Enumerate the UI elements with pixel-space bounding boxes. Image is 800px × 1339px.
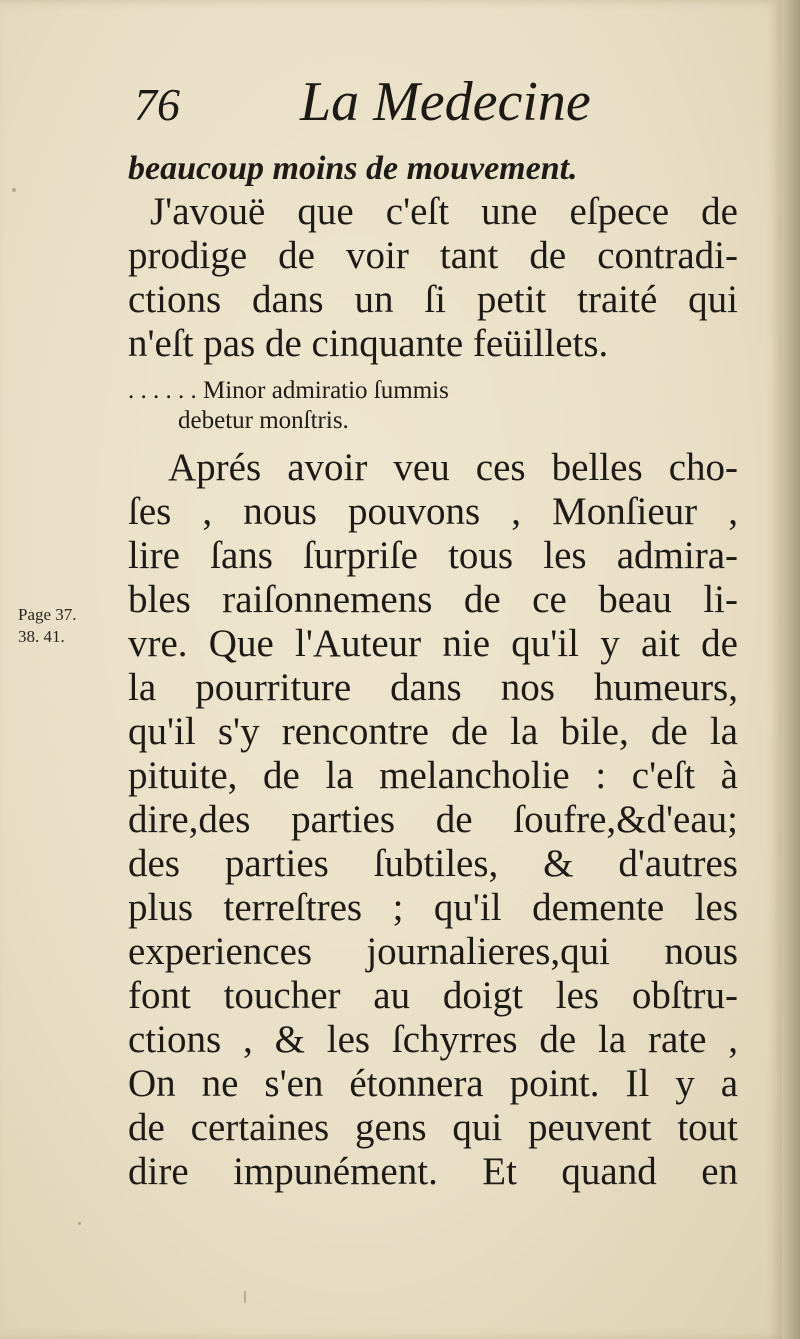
text-line: beaucoup moins de mouvement. — [128, 150, 578, 187]
text-line: ctions dans un ſi petit traité qui — [128, 278, 738, 321]
text-line: On ne s'en étonnera point. Il y a — [128, 1062, 738, 1105]
margin-note — [18, 604, 77, 648]
latin-quote-line: . . . . . . Minor admiratio ſummis — [128, 377, 449, 404]
text-line: dire impunément. Et quand en — [128, 1150, 738, 1193]
running-title: La Medecine — [300, 71, 591, 133]
text-line: n'eſt pas de cinquante feüillets. — [128, 322, 609, 365]
margin-note-line: Page 37. — [18, 605, 77, 624]
body-text — [128, 148, 738, 1194]
paper-speck — [78, 1222, 81, 1225]
page-edge — [782, 0, 800, 1339]
text-line: bles raiſonnemens de ce beau li- — [128, 578, 738, 621]
text-line: experiences journalieres,qui nous — [128, 930, 738, 973]
paper-speck — [12, 188, 16, 192]
text-line: la pourriture dans nos humeurs, — [128, 666, 738, 709]
latin-quote-line: debetur monſtris. — [178, 407, 349, 434]
text-line: font toucher au doigt les obſtru- — [128, 974, 738, 1017]
margin-note-line: 38. 41. — [18, 627, 65, 646]
text-line: J'avouë que c'eſt une eſpece de — [150, 190, 738, 233]
text-line: dire,des parties de ſoufre,&d'eau; — [128, 798, 738, 841]
text-line: de certaines gens qui peuvent tout — [128, 1106, 738, 1149]
paper-speck — [244, 1290, 246, 1304]
text-line: vre. Que l'Auteur nie qu'il y ait de — [128, 622, 738, 665]
text-line: ctions , & les ſchyrres de la rate , — [128, 1018, 738, 1061]
text-line: ſes , nous pouvons , Monſieur , — [128, 490, 738, 533]
page-number: 76 — [134, 79, 180, 130]
text-line: pituite, de la melancholie : c'eſt à — [128, 754, 738, 797]
text-line: lire ſans ſurpriſe tous les admira- — [128, 534, 738, 577]
text-line: prodige de voir tant de contradi- — [128, 234, 738, 277]
text-line: des parties ſubtiles, & d'autres — [128, 842, 738, 885]
text-line: plus terreſtres ; qu'il demente les — [128, 886, 738, 929]
text-line: Aprés avoir veu ces belles cho- — [168, 446, 738, 489]
running-head — [130, 70, 730, 140]
text-line: qu'il s'y rencontre de la bile, de la — [128, 710, 738, 753]
